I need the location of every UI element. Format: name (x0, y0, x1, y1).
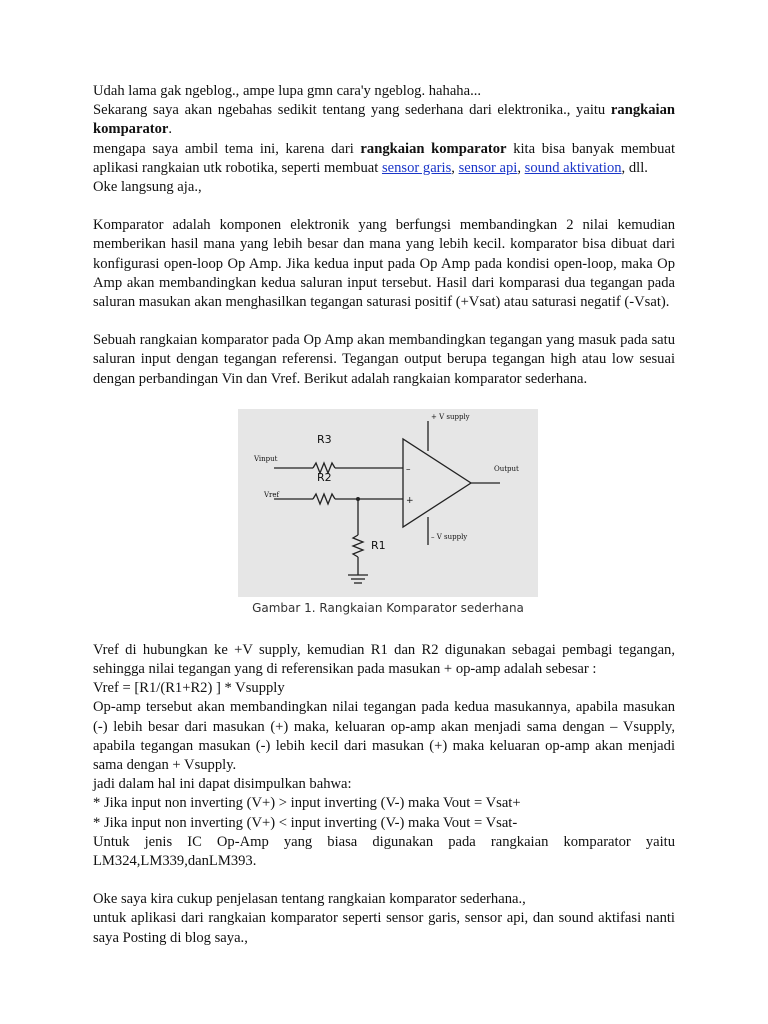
link-sensor-api[interactable]: sensor api (458, 159, 518, 176)
junction-dot (356, 497, 360, 501)
intro-line-3-mid: kita bisa banyak membuat aplikasi rangkaian utk robotika, seperti membuat (93, 140, 676, 176)
intro-line-4: Oke langsung aja., (93, 179, 202, 196)
vinput-label: Vinput (254, 454, 278, 463)
conclusion-intro: jadi dalam hal ini dapat disimpulkan bahwa: (93, 776, 352, 793)
article-body (93, 82, 675, 948)
intro-line-2-text: Sekarang saya akan ngebahas sedikit tentang yang sederhana dari elektronika., yaitu (93, 102, 606, 119)
intro-line-3-end: , dll. (621, 159, 648, 176)
r2-label: R2 (317, 470, 332, 484)
minus-input-sign: – (406, 464, 411, 475)
intro-bold-term: rangkaian komparator (93, 102, 675, 138)
intro-line-1: Udah lama gak ngeblog., ampe lupa gmn cara'y ngeblog. hahaha... (93, 83, 482, 99)
rule-vsat-minus: * Jika input non inverting (V+) < input inverting (V-) maka Vout = Vsat- (93, 814, 518, 831)
intro-line-2 (93, 101, 675, 139)
vref-formula: Vref = [R1/(R1+R2) ] * Vsupply (93, 680, 285, 697)
paragraph-opamp-compare: Op-amp tersebut akan membandingkan nilai tegangan pada kedua masukannya, apabila masukan (-) lebih besar dari masukan (+) maka, keluaran op-amp akan menjadi sama dengan – Vsupply, apabila tegangan masukan (-) lebih kecil dari masukan (+) maka keluaran op-amp akan menjadi sama dengan + Vsupply. (93, 699, 675, 774)
closing-line-2: untuk aplikasi dari rangkaian komparator seperti sensor garis, sensor api, dan sound aktifasi nanti saya Posting di blog saya., (93, 910, 675, 946)
intro-line-3-text: mengapa saya ambil tema ini, karena dari (93, 140, 361, 157)
r3-label: R3 (317, 432, 332, 446)
output-label: Output (494, 464, 519, 473)
comparator-figure (238, 409, 538, 621)
paragraph-vref-explanation: Vref di hubungkan ke +V supply, kemudian R1 dan R2 digunakan sebagai pembagi tegangan, sehingga nilai tegangan yang di referensikan pada masukan + op-amp adalah sebesar : (93, 641, 675, 678)
figure-caption: Gambar 1. Rangkaian Komparator sederhana (252, 600, 524, 615)
link-sep-2: , (517, 159, 525, 176)
vref-label: Vref (264, 490, 280, 499)
rule-vsat-plus: * Jika input non inverting (V+) > input inverting (V-) maka Vout = Vsat+ (93, 795, 521, 812)
r1-label: R1 (371, 538, 386, 552)
vplus-label: + V supply (431, 412, 470, 421)
comparator-circuit-diagram (238, 409, 538, 599)
link-sep-1: , (451, 159, 459, 176)
paragraph-ic-types: Untuk jenis IC Op-Amp yang biasa digunakan pada rangkaian komparator yaitu LM324,LM339,danLM393. (93, 833, 675, 870)
link-sensor-garis[interactable]: sensor garis (381, 159, 452, 176)
intro-bold-term-2: rangkaian komparator (360, 140, 507, 157)
plus-input-sign: + (406, 495, 414, 506)
closing-line-1: Oke saya kira cukup penjelasan tentang rangkaian komparator sederhana., (93, 891, 526, 908)
figure-background (238, 409, 538, 597)
intro-period: . (168, 121, 173, 138)
link-sound-aktivation[interactable]: sound aktivation (524, 159, 622, 176)
paragraph-comparator-intro: Sebuah rangkaian komparator pada Op Amp akan membandingkan tegangan yang masuk pada satu saluran input dengan tegangan referensi. Tegangan output berupa tegangan high atau low sesuai dengan perbandingan Vin dan Vref. Berikut adalah rangkaian komparator sederhana. (93, 332, 675, 387)
intro-line-3 (93, 140, 675, 178)
vminus-label: – V supply (431, 532, 468, 541)
paragraph-definition: Komparator adalah komponen elektronik yang berfungsi membandingkan 2 nilai kemudian memberikan hasil mana yang lebih besar dan mana yang lebih kecil. komparator bisa dibuat dari konfigurasi open-loop Op Amp. Jika kedua input pada Op Amp pada kondisi open-loop, maka Op Amp akan membandingkan kedua saluran input tersebut. Hasil dari komparasi dua tegangan pada saluran masukan akan menghasilkan tegangan saturasi positif (+Vsat) atau saturasi negatif (-Vsat). (93, 217, 675, 311)
